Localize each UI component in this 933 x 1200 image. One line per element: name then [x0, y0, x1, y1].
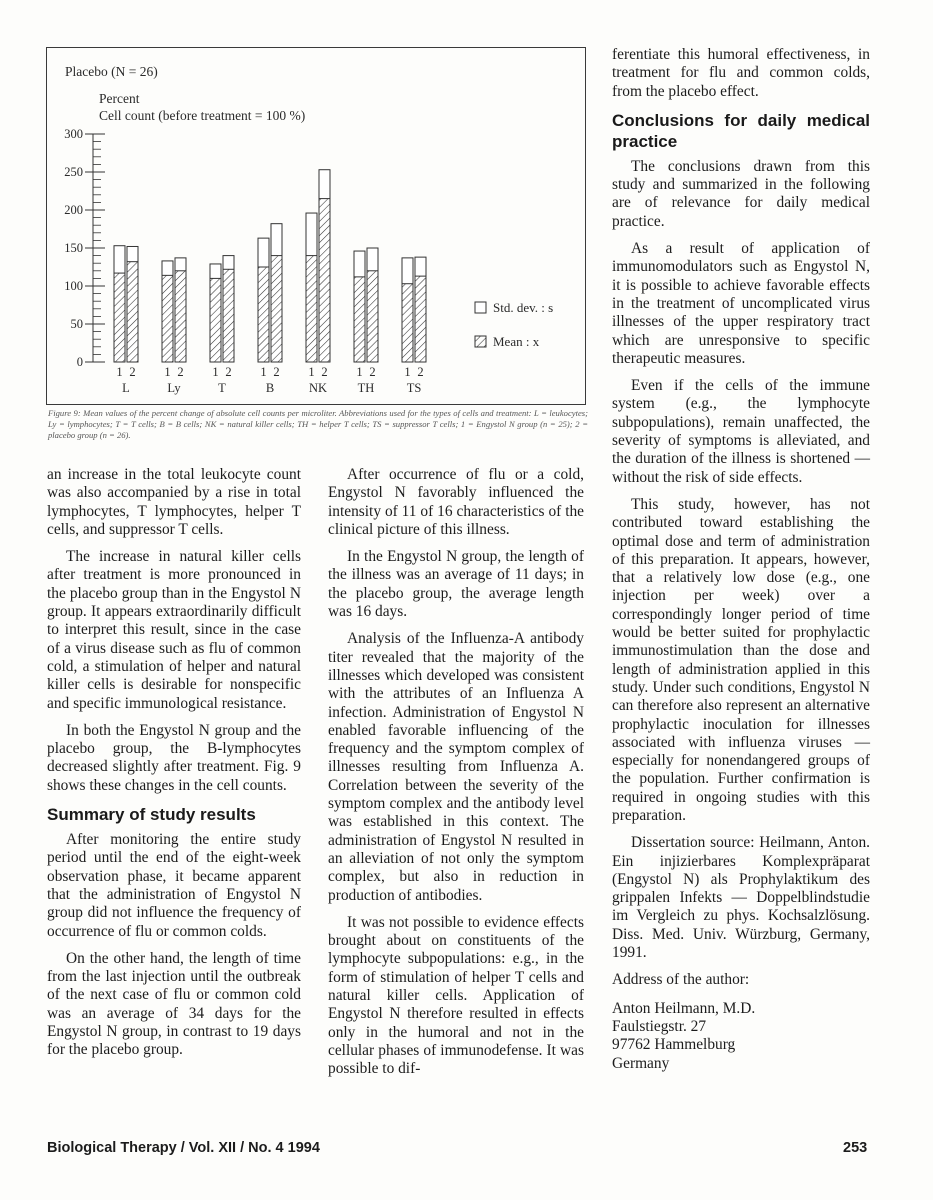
address-line: Germany	[612, 1054, 670, 1072]
x-category-label: T	[218, 381, 226, 395]
bar-mean	[223, 269, 234, 362]
x-sub-label: 2	[417, 365, 424, 379]
chart-title: Placebo (N = 26)	[65, 64, 158, 79]
y-tick-label: 250	[64, 165, 83, 179]
x-sub-label: 1	[404, 365, 411, 379]
x-sub-label: 2	[321, 365, 328, 379]
y-tick-label: 150	[64, 241, 83, 255]
x-sub-label: 2	[225, 365, 232, 379]
dissertation-source: Dissertation source: Heilmann, Anton. Ein injizierbares Komplexpräparat (Engystol N) als Prophylaktikum des grippalen Infekts — Doppelblindstudie im Vergleich zu phys. Kochsalzlösung. Diss. Med. Univ. Würzburg, Germany, 1991.	[612, 834, 870, 962]
paragraph: The conclusions drawn from this study and summarized in the following are of relevance for daily medical practice.	[612, 157, 870, 230]
paragraph: This study, however, has not contributed toward establishing the optimal dose and term of administration of this preparation. It appears, however, that a relatively low dose (e.g., one injection per week) over a correspondingly longer period of time would be better suited for prophylactic immunostimulation than the dose and length of administration applied in this study. Under such conditions, Engystol N can therefore also represent an alternative prophylactic inoculation for illnesses associated with influenza viruses — especially for nonendangered groups of the population. Further confirmation is required in ongoing studies with this preparation.	[612, 495, 870, 824]
x-sub-label: 2	[369, 365, 376, 379]
x-sub-label: 2	[129, 365, 136, 379]
paragraph: After occurrence of flu or a cold, Engystol N favorably influenced the intensity of 11 of 16 characteristics of the clinical picture of this illness.	[328, 466, 584, 538]
footer-journal-info: Biological Therapy / Vol. XII / No. 4 1994	[47, 1140, 320, 1156]
bar-mean	[354, 277, 365, 362]
text-column-2	[328, 466, 584, 1088]
bar-mean	[127, 262, 138, 362]
paragraph: It was not possible to evidence effects brought about on constituents of the lymphocyte subpopulations: e.g., in the form of stimulation of helper T cells and natural killer cells. Application of Engystol N therefore resulted in effects only in the humoral and not in the cellular phases of immunodefense. It was possible to dif-	[328, 913, 584, 1078]
bar-mean	[175, 271, 186, 362]
legend-label-mean: Mean : x	[493, 334, 540, 349]
x-category-label: TH	[357, 381, 375, 395]
paragraph: Analysis of the Influenza-A antibody titer revealed that the majority of the illnesses which developed was consistent with the attributes of an Influenza A infection. Administration of Engystol N enabled favorable influencing of the frequency and the symptom complex of illnesses resulting from Influenza A. Correlation between the severity of the symptom complex and the antibody level was established in this context. The administration of Engystol N resulted in an alleviation of not only the symptom complex, but also in reduction in production of antibodies.	[328, 630, 584, 904]
paragraph: As a result of application of immunomodulators such as Engystol N, it is possible to achieve favorable effects in the treatment of uncomplicated virus illnesses of the upper respiratory tract which are unresponsive to specific therapeutic measures.	[612, 240, 870, 367]
text-column-3	[612, 46, 870, 1073]
x-category-label: TS	[406, 381, 422, 395]
x-sub-label: 1	[356, 365, 363, 379]
legend-label-stddev: Std. dev. : s	[493, 300, 554, 315]
y-axis-label-line2: Cell count (before treatment = 100 %)	[99, 108, 306, 123]
paragraph: In both the Engystol N group and the placebo group, the B-lymphocytes decreased slightly after treatment. Fig. 9 shows these changes in the cell counts.	[47, 721, 301, 794]
paragraph: After monitoring the entire study period until the end of the eight-week observation phase, it became apparent that the administration of Engystol N group did not influence the frequency of occurrence of flu or common colds.	[47, 831, 301, 940]
y-tick-label: 300	[64, 127, 83, 141]
bar-mean	[367, 271, 378, 362]
y-tick-label: 50	[70, 317, 83, 331]
chart-legend	[475, 300, 553, 349]
bar-mean	[271, 256, 282, 362]
x-sub-label: 2	[177, 365, 184, 379]
x-sub-label: 1	[164, 365, 171, 379]
bar-mean	[319, 199, 330, 362]
section-heading-conclusions: Conclusions for daily medical practice	[612, 110, 870, 151]
address-label: Address of the author:	[612, 971, 750, 989]
bar-mean	[258, 267, 269, 362]
address-line: Faulstiegstr. 27	[612, 1017, 707, 1035]
x-category-label: B	[265, 381, 275, 395]
bar-mean	[402, 284, 413, 362]
bar-mean	[114, 273, 125, 362]
paragraph: The increase in natural killer cells after treatment is more pronounced in the placebo group than in the Engystol N group. It appears extraordinarily difficult to interpret this result, since in the case of a virus disease such as flu of common cold, a stimulation of helper and natural killer cells is desirable for nonspecific and specific immunological resistance.	[47, 548, 301, 712]
paragraph: an increase in the total leukocyte count was also accompanied by a rise in total lymphocytes, T lymphocytes, helper T cells, and suppressor T cells.	[47, 466, 301, 538]
x-sub-label: 1	[116, 365, 123, 379]
bar-mean	[306, 256, 317, 362]
figure-caption: Figure 9: Mean values of the percent change of absolute cell counts per microliter. Abbreviations used for the types of cells and treatment: L = leukocytes; Ly = lymphocytes; T = T cells; B = B cells; NK = natural killer cells; TH = helper T cells; TS = suppressor T cells; 1 = Engystol N group (n = 25); 2 = placebo group (n = 26).	[48, 408, 588, 440]
paragraph: In the Engystol N group, the length of the illness was an average of 11 days; in the placebo group, the average length was 16 days.	[328, 548, 584, 621]
address-line: Anton Heilmann, M.D.	[612, 999, 756, 1017]
x-sub-label: 1	[308, 365, 315, 379]
bar-mean	[415, 276, 426, 362]
page-number: 253	[843, 1140, 868, 1156]
figure-9-chart	[46, 47, 586, 405]
paragraph: ferentiate this humoral effectiveness, in treatment for flu and common colds, from the placebo effect.	[612, 46, 870, 100]
y-tick-label: 100	[64, 279, 83, 293]
text-column-1	[47, 466, 301, 1069]
bar-chart	[47, 48, 587, 406]
x-sub-label: 2	[273, 365, 280, 379]
address-line: 97762 Hammelburg	[612, 1036, 736, 1054]
x-category-label: Ly	[167, 381, 181, 395]
author-address-block	[612, 971, 870, 1072]
section-heading-summary: Summary of study results	[47, 805, 256, 825]
legend-swatch-stddev	[475, 302, 486, 313]
legend-swatch-mean	[475, 336, 486, 347]
paragraph: On the other hand, the length of time from the last injection until the outbreak of the next case of flu or common cold was an average of 34 days for the Engystol N group, in contrast to 19 days for the placebo group.	[47, 949, 301, 1059]
bar-mean	[162, 275, 173, 362]
y-tick-label: 0	[76, 355, 83, 369]
y-tick-label: 200	[64, 203, 83, 217]
paragraph: Even if the cells of the immune system (e.g., the lymphocyte subpopulations), remain unaffected, the severity of symptoms is alleviated, and the duration of the illness is shortened — without the risk of side effects.	[612, 377, 870, 486]
y-axis-label-line1: Percent	[99, 91, 140, 106]
x-category-label: L	[122, 381, 130, 395]
x-category-label: NK	[308, 381, 328, 395]
bar-mean	[210, 278, 221, 362]
x-sub-label: 1	[212, 365, 219, 379]
x-sub-label: 1	[260, 365, 267, 379]
